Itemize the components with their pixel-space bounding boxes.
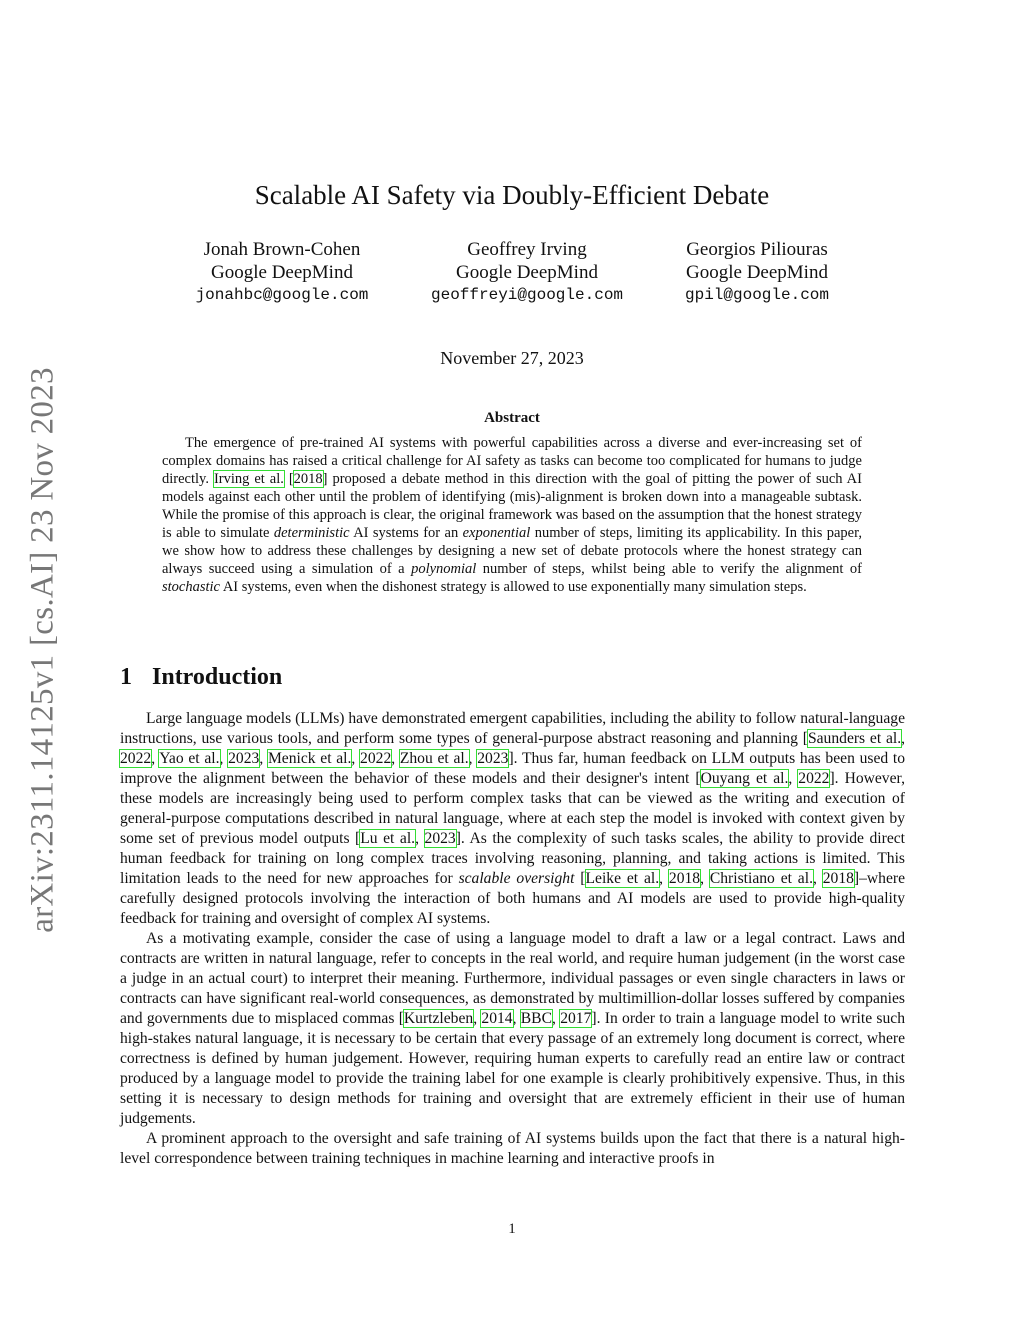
citation-link[interactable]: 2023 (424, 830, 456, 847)
author-name: Jonah Brown-Cohen (203, 239, 361, 260)
author-email: geoffreyi@google.com (430, 286, 624, 304)
citation-link[interactable]: 2023 (228, 750, 260, 767)
arxiv-sidebar-stamp (18, 360, 68, 940)
section-number: 1 (120, 664, 132, 690)
author-affiliation: Google DeepMind (211, 262, 353, 283)
paragraph: Large language models (LLMs) have demonstrated emergent capabilities, including the ability to follow natural-language instructions, use various tools, and perform some types of general-purpose abstract reasoning and planning [Saunders et al., 2022, Yao et al., 2023, Menick et al., 2022, Zhou et al., 2023]. Thus far, human feedback on LLM outputs has been used to improve the alignment between the behavior of these models and their designer's intent [Ouyang et al., 2022]. However, these models are increasingly being used to perform complex tasks that can be viewed as the writing and execution of general-purpose computations described in natural language, where at each step the model is invoked with context given by some set of previous model outputs [Lu et al., 2023]. As the complexity of such tasks scales, the ability to provide direct human feedback for training on long complex traces involving reasoning, planning, and taking actions is limited. This limitation leads to the need for new approaches for scalable oversight [Leike et al., 2018, Christiano et al., 2018]–where carefully designed protocols involving the interaction of both humans and AI models are used to provide high-quality feedback for training and oversight of complex AI systems. (120, 710, 906, 927)
section-title: Introduction (152, 664, 283, 690)
author-affiliation: Google DeepMind (686, 262, 828, 283)
citation-link[interactable]: 2018 (822, 870, 854, 887)
citation-link[interactable]: 2022 (798, 770, 830, 787)
paper-date: November 27, 2023 (440, 348, 584, 368)
citation-link[interactable]: Christiano et al. (709, 870, 813, 887)
author-name: Georgios Piliouras (686, 239, 828, 260)
paper-title: Scalable AI Safety via Doubly-Efficient Debate (254, 180, 770, 210)
abstract-text: The emergence of pre-trained AI systems with powerful capabilities across a diverse and ever-increasing set of complex domains has raised a critical challenge for AI safety as tasks can become too complicated for humans to judge directly. Irving et al. [2018] proposed a debate method in this direction with the goal of pitting the power of such AI models against each other until the problem of identifying (mis)-alignment is broken down into a manageable subtask. While the promise of this approach is clear, the original framework was based on the assumption that the honest strategy is able to simulate deterministic AI systems for an exponential number of steps, limiting its applicability. In this paper, we show how to address these challenges by designing a new set of debate protocols where the honest strategy can always succeed using a simulation of a polynomial number of steps, whilst being able to verify the alignment of stochastic AI systems, even when the dishonest strategy is allowed to use exponentially many simulation steps. (162, 435, 863, 595)
author-block (407, 238, 647, 307)
citation-link[interactable]: 2022 (120, 750, 152, 767)
citation-link[interactable]: 2014 (481, 1010, 513, 1027)
author-email: jonahbc@google.com (195, 286, 369, 304)
citation-link[interactable]: Zhou et al. (399, 750, 469, 767)
citation-link[interactable]: 2017 (560, 1010, 592, 1027)
citation-link[interactable]: BBC (520, 1010, 552, 1027)
page-number: 1 (508, 1221, 516, 1237)
abstract-heading: Abstract (484, 410, 540, 426)
citation-link[interactable]: 2018 (668, 870, 701, 887)
paragraph: A prominent approach to the oversight and safe training of AI systems builds upon the fact that there is a natural high-level correspondence between training techniques in machine learning and interactive proofs in (120, 1130, 905, 1167)
author-block (162, 238, 402, 307)
citation-link[interactable]: 2018 (293, 471, 323, 487)
author-name: Geoffrey Irving (467, 239, 587, 260)
citation-link[interactable]: Kurtzleben (403, 1010, 474, 1027)
citation-link[interactable]: Leike et al. (585, 870, 660, 887)
citation-link[interactable]: Yao et al. (159, 750, 220, 767)
section-heading (120, 664, 282, 691)
author-email: gpil@google.com (684, 286, 830, 304)
citation-link[interactable]: 2023 (477, 750, 509, 767)
citation-link[interactable]: Menick et al. (267, 750, 352, 767)
body-text (120, 709, 905, 1169)
paragraph: As a motivating example, consider the case of using a language model to draft a law or a legal contract. Laws and contracts are written in natural language, refer to concepts in the real world, and require human judgement (in the worst case a judge in an actual court) to interpret their meaning. Furthermore, individual passages or even single characters in laws or contracts can have significant real-world consequences, as demonstrated by multimillion-dollar losses suffered by companies and governments due to misplaced commas [Kurtzleben, 2014, BBC, 2017]. In order to train a language model to write such high-stakes natural language, it is necessary to be certain that every passage of an extremely long document is correct, where correctness is defined by human judgement. However, requiring human experts to carefully read an entire law or contract produced by a language model to provide the training label for one example is clearly prohibitively expensive. Thus, in this setting it is necessary to design methods for training and oversight that are extremely efficient in their use of human judgements. (120, 930, 906, 1127)
citation-link[interactable]: Irving et al. (213, 471, 284, 487)
citation-link[interactable]: 2022 (360, 750, 392, 767)
citation-link[interactable]: Ouyang et al. (700, 770, 789, 787)
citation-link[interactable]: Saunders et al. (807, 730, 902, 747)
author-affiliation: Google DeepMind (456, 262, 598, 283)
arxiv-identifier: arXiv:2311.14125v1 [cs.AI] 23 Nov 2023 (24, 367, 61, 933)
author-block (637, 238, 877, 307)
citation-link[interactable]: Lu et al. (360, 830, 416, 847)
